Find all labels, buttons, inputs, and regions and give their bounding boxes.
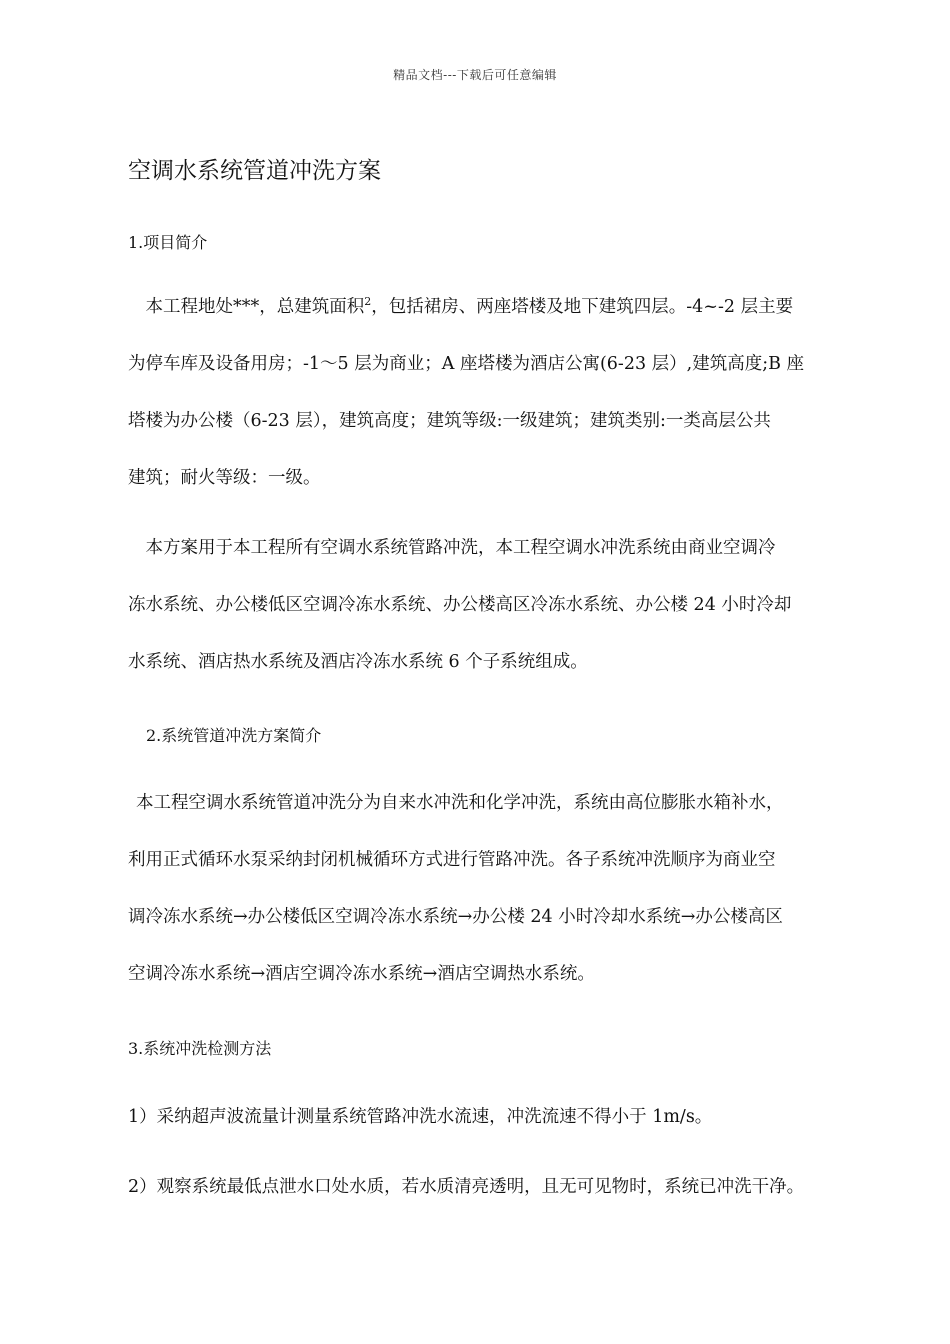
section-heading-project-intro: 1.项目简介 bbox=[128, 233, 208, 252]
paragraph-line: 水系统、酒店热水系统及酒店冷冻水系统 6 个子系统组成。 bbox=[128, 652, 588, 672]
paragraph-line: 本方案用于本工程所有空调水系统管路冲洗，本工程空调水冲洗系统由商业空调冷 bbox=[128, 538, 776, 558]
text-span: ，包括裙房、两座塔楼及地下建筑四层。-4~-2 层主要 bbox=[371, 297, 794, 317]
superscript-2: 2 bbox=[364, 295, 372, 309]
section-heading-flushing-plan: 2.系统管道冲洗方案简介 bbox=[146, 726, 322, 745]
paragraph-line: 塔楼为办公楼（6-23 层），建筑高度；建筑等级:一级建筑；建筑类别:一类高层公共 bbox=[128, 411, 771, 431]
list-item: 1）采纳超声波流量计测量系统管路冲洗水流速，冲洗流速不得小于 1m/s。 bbox=[128, 1107, 713, 1127]
paragraph-line: 利用正式循环水泵采纳封闭机械循环方式进行管路冲洗。各子系统冲洗顺序为商业空 bbox=[128, 850, 776, 870]
paragraph-flushing-plan-cont bbox=[128, 832, 853, 1003]
paragraph-line bbox=[128, 279, 853, 336]
page-header: 精品文档---下载后可任意编辑 bbox=[393, 68, 557, 82]
text-span: 本工程地处***，总建筑面积 bbox=[128, 297, 365, 317]
paragraph-system-scope bbox=[128, 520, 853, 691]
list-item: 2）观察系统最低点泄水口处水质，若水质清亮透明，且无可见物时，系统已冲洗干净。 bbox=[128, 1177, 805, 1197]
paragraph-line: 为停车库及设备用房；-1～5 层为商业；A 座塔楼为酒店公寓(6-23 层）,建筑高度;B 座 bbox=[128, 354, 805, 374]
paragraph-flushing-plan bbox=[136, 775, 861, 832]
paragraph-line: 冻水系统、办公楼低区空调冷冻水系统、办公楼高区冷冻水系统、办公楼 24 小时冷却 bbox=[128, 595, 792, 615]
paragraph-line: 本工程空调水系统管道冲洗分为自来水冲洗和化学冲洗，系统由高位膨胀水箱补水， bbox=[136, 793, 784, 813]
document-title: 空调水系统管道冲洗方案 bbox=[128, 158, 381, 184]
paragraph-line: 空调冷冻水系统→酒店空调冷冻水系统→酒店空调热水系统。 bbox=[128, 964, 595, 984]
paragraph-project-overview bbox=[128, 279, 853, 507]
paragraph-line: 建筑；耐火等级：一级。 bbox=[128, 468, 321, 488]
paragraph-line: 调冷冻水系统→办公楼低区空调冷冻水系统→办公楼 24 小时冷却水系统→办公楼高区 bbox=[128, 907, 783, 927]
section-heading-detection-method: 3.系统冲洗检测方法 bbox=[128, 1039, 272, 1058]
